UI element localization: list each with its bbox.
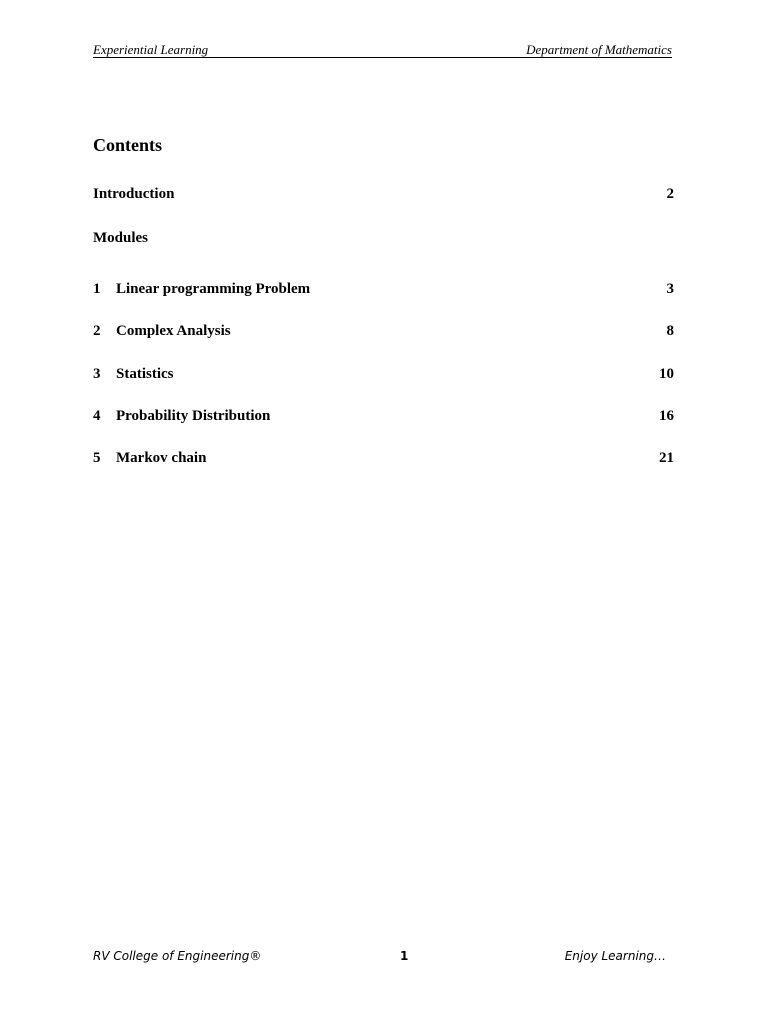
toc-entry-title: Complex Analysis (116, 323, 231, 339)
toc-entry-number: 4 (93, 408, 101, 424)
toc-entry-page: 3 (666, 281, 674, 297)
footer-right-text: Enjoy Learning… (564, 949, 666, 963)
toc-entry-title: Linear programming Problem (116, 281, 311, 297)
toc-entry-page: 8 (666, 323, 674, 339)
toc-entry-page: 2 (666, 186, 674, 202)
toc-entry-page: 21 (659, 450, 674, 466)
toc-entry-number: 5 (93, 450, 101, 466)
toc-entry-number: 2 (93, 323, 101, 339)
footer-left-text: RV College of Engineering® (93, 949, 262, 963)
toc-entry-title: Introduction (93, 186, 175, 202)
page-header (93, 42, 672, 58)
header-left-text: Experiential Learning (93, 42, 209, 57)
toc-entry-title: Markov chain (116, 450, 207, 466)
contents-heading: Contents (93, 135, 163, 155)
footer-page-number: 1 (400, 949, 409, 963)
header-right-text: Department of Mathematics (526, 42, 672, 57)
toc-entry-title: Statistics (116, 366, 174, 382)
toc-entry-number: 1 (93, 281, 101, 297)
toc-entry-page: 10 (659, 366, 674, 382)
modules-heading-label: Modules (93, 230, 149, 246)
toc-entry-number: 3 (93, 366, 101, 382)
toc-entry-page: 16 (659, 408, 674, 424)
toc-entry-title: Probability Distribution (116, 408, 271, 424)
